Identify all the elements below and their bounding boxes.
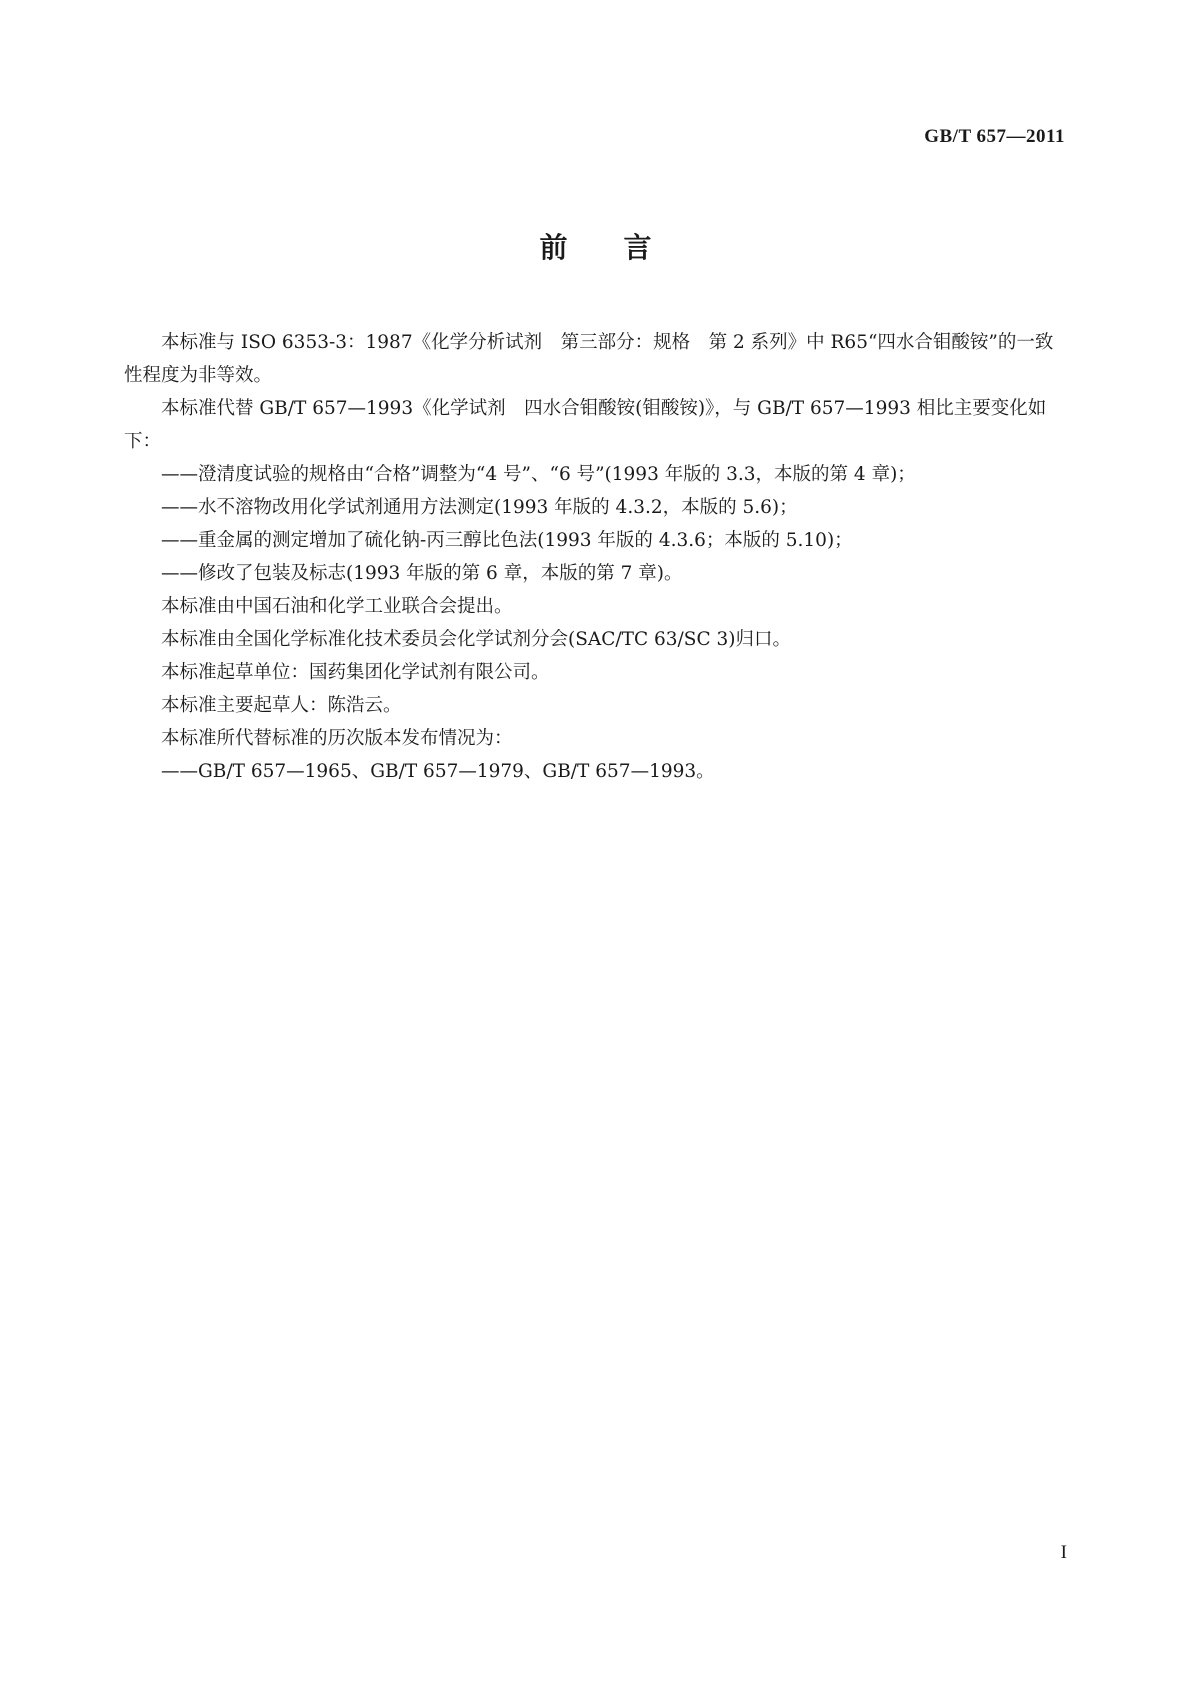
page-number: I bbox=[1060, 1542, 1067, 1563]
history-item-versions: ——GB/T 657—1965、GB/T 657—1979、GB/T 657—1993。 bbox=[161, 761, 715, 782]
page-title: 前言 bbox=[539, 231, 708, 264]
change-item-packaging: ——修改了包装及标志(1993 年版的第 6 章，本版的第 7 章)。 bbox=[161, 563, 683, 584]
paragraph-equivalence: 本标准与 ISO 6353-3：1987《化学分析试剂 第三部分：规格 第 2 系列》中 R65“四水合钼酸铵”的一致性程度为非等效。 bbox=[124, 332, 1054, 386]
change-item-insoluble: ——水不溶物改用化学试剂通用方法测定(1993 年版的 4.3.2，本版的 5.6)； bbox=[161, 497, 798, 518]
paragraph-drafter: 本标准主要起草人：陈浩云。 bbox=[161, 695, 402, 716]
paragraph-drafting-unit: 本标准起草单位：国药集团化学试剂有限公司。 bbox=[161, 662, 550, 683]
paragraph-proposer: 本标准由中国石油和化学工业联合会提出。 bbox=[161, 596, 513, 617]
paragraph-replacement: 本标准代替 GB/T 657—1993《化学试剂 四水合钼酸铵(钼酸铵)》，与 GB/T 657—1993 相比主要变化如下： bbox=[124, 398, 1047, 452]
paragraph-history: 本标准所代替标准的历次版本发布情况为： bbox=[161, 728, 513, 749]
foreword-body bbox=[124, 326, 1060, 788]
change-item-heavy-metals: ——重金属的测定增加了硫化钠-丙三醇比色法(1993 年版的 4.3.6；本版的 5.10)； bbox=[161, 530, 853, 551]
standard-code: GB/T 657—2011 bbox=[924, 126, 1065, 147]
paragraph-committee: 本标准由全国化学标准化技术委员会化学试剂分会(SAC/TC 63/SC 3)归口。 bbox=[161, 629, 791, 650]
change-item-clarity: ——澄清度试验的规格由“合格”调整为“4 号”、“6 号”(1993 年版的 3.3，本版的第 4 章)； bbox=[161, 464, 916, 485]
